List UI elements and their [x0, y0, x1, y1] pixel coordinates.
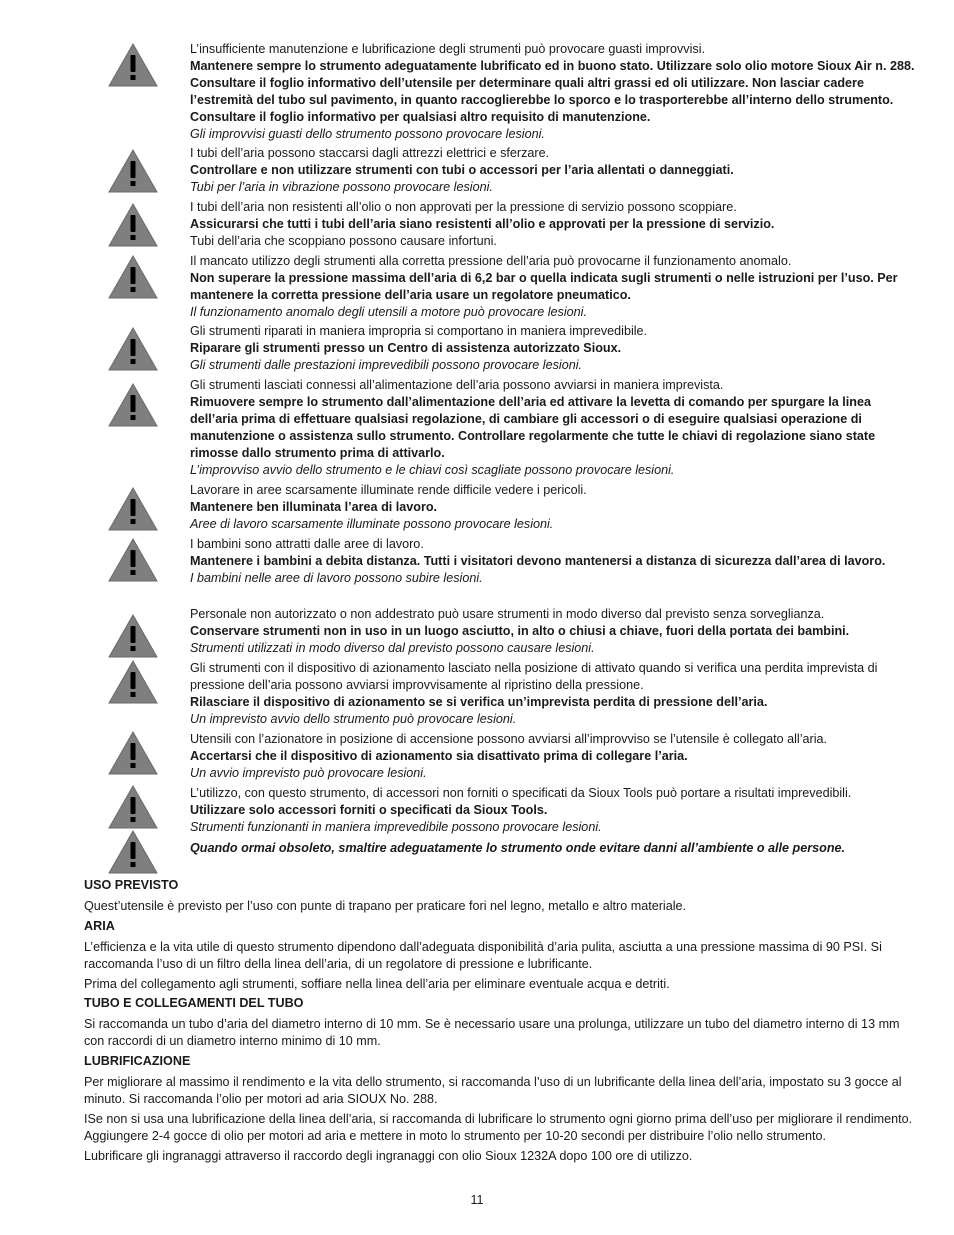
action-text: Mantenere ben illuminata l’area di lavoro. [190, 500, 438, 514]
consequence-text: Un avvio imprevisto può provocare lesioni. [190, 766, 427, 780]
action-text: Mantenere sempre lo strumento adeguatamente lubrificato ed in buono stato. Utilizzare solo olio motore Sioux Air n. 288. Consultare il foglio informativo dell’utensile per determinare quali altri grassi ed oli utilizzare. Non lasciar cadere l’estremità del tubo sul pavimento, in quanto raccoglierebbe lo sporco e lo trasporterebbe all’interno dello strumento. Consultare il foglio informativo per qualsiasi altro requisito di manutenzione. [190, 59, 915, 124]
warning-text [190, 323, 915, 374]
hazard-text: Gli strumenti lasciati connessi all’alimentazione dell’aria possono avviarsi in maniera imprevista. [190, 378, 724, 392]
hazard-text: I tubi dell’aria possono staccarsi dagli attrezzi elettrici e sferzare. [190, 146, 550, 160]
warning-triangle-icon [108, 785, 158, 829]
section-paragraph: ISe non si usa una lubrificazione della linea dell’aria, si raccomanda di lubrificare lo strumento ogni giorno prima dell’uso per migliorare il rendimento. Aggiungere 2-4 gocce di olio per motori ad aria e mettere in moto lo strumento per 10-20 secondi per distribuire l’olio nello strumento. [84, 1112, 913, 1143]
consequence-text: Quando ormai obsoleto, smaltire adeguatamente lo strumento onde evitare danni all’ambiente o alle persone. [190, 841, 846, 855]
warning-text [190, 253, 915, 321]
section-uso-previsto [84, 877, 914, 918]
hazard-text: L’insufficiente manutenzione e lubrificazione degli strumenti può provocare guasti improvvisi. [190, 42, 705, 56]
section-paragraph: L’efficienza e la vita utile di questo strumento dipendono dall’adeguata disponibilità d’aria pulita, asciutta a una pressione massima di 90 PSI. Si raccomanda l’uso di un filtro della linea dell’aria, di un regolatore di pressione e lubrificante. [84, 940, 882, 971]
hazard-text: Lavorare in aree scarsamente illuminate rende difficile vedere i pericoli. [190, 483, 587, 497]
warning-text [190, 482, 915, 533]
warning-text [190, 660, 915, 728]
warning-triangle-icon [108, 538, 158, 582]
warning-text [190, 536, 915, 587]
warning-triangle-icon [108, 614, 158, 658]
warning-text [190, 606, 915, 657]
section-paragraph: Quest’utensile è previsto per l’uso con punte di trapano per praticare fori nel legno, metallo e altro materiale. [84, 899, 687, 913]
section-heading: ARIA [84, 919, 115, 933]
section-paragraph: Lubrificare gli ingranaggi attraverso il raccordo degli ingranaggi con olio Sioux 1232A dopo 100 ore di utilizzo. [84, 1149, 693, 1163]
consequence-text: Strumenti utilizzati in modo diverso dal previsto possono causare lesioni. [190, 641, 595, 655]
hazard-text: I bambini sono attratti dalle aree di lavoro. [190, 537, 424, 551]
section-heading: TUBO E COLLEGAMENTI DEL TUBO [84, 996, 304, 1010]
action-text: Rimuovere sempre lo strumento dall’alimentazione dell’aria ed attivare la levetta di comando per spurgare la linea dell’aria prima di effettuare qualsiasi regolazione, di cambiare gli accessori o di eseguire qualsiasi operazione di manutenzione o assistenza sullo strumento. Controllare regolarmente che tutte le chiavi di regolazione siano state rimosse dallo strumento prima di attivarlo. [190, 395, 876, 460]
action-text: Riparare gli strumenti presso un Centro di assistenza autorizzato Sioux. [190, 341, 622, 355]
section-tubo [84, 995, 914, 1053]
action-text: Accertarsi che il dispositivo di azionamento sia disattivato prima di collegare l’aria. [190, 749, 688, 763]
section-heading: LUBRIFICAZIONE [84, 1054, 191, 1068]
section-paragraph: Per migliorare al massimo il rendimento e la vita dello strumento, si raccomanda l’uso di un lubrificante della linea dell’aria, impostato su 3 gocce al minuto. Si raccomanda l’olio per motori ad aria SIOUX No. 288. [84, 1075, 902, 1106]
warning-triangle-icon [108, 487, 158, 531]
section-aria [84, 918, 914, 996]
consequence-text: Tubi per l’aria in vibrazione possono provocare lesioni. [190, 180, 493, 194]
consequence-text: Gli improvvisi guasti dello strumento possono provocare lesioni. [190, 127, 545, 141]
warning-text [190, 785, 915, 836]
warning-triangle-icon [108, 383, 158, 427]
hazard-text: I tubi dell’aria non resistenti all’olio o non approvati per la pressione di servizio possono scoppiare. [190, 200, 737, 214]
warning-triangle-icon [108, 731, 158, 775]
consequence-text: Strumenti funzionanti in maniera imprevedibile possono provocare lesioni. [190, 820, 602, 834]
warning-triangle-icon [108, 43, 158, 87]
warning-triangle-icon [108, 830, 158, 874]
consequence-text: Gli strumenti dalle prestazioni imprevedibili possono provocare lesioni. [190, 358, 582, 372]
warning-triangle-icon [108, 660, 158, 704]
warning-text [190, 41, 915, 143]
warning-text [190, 840, 915, 857]
warning-text [190, 145, 915, 196]
hazard-text: Utensili con l’azionatore in posizione di accensione possono avviarsi all’improvviso se l’utensile è collegato all’aria. [190, 732, 828, 746]
warning-text [190, 199, 915, 250]
action-text: Non superare la pressione massima dell’aria di 6,2 bar o quella indicata sugli strumenti o nelle istruzioni per l’uso. Per mantenere la corretta pressione dell’aria usare un regolatore pneumatico. [190, 271, 898, 302]
consequence-text: Il funzionamento anomalo degli utensili a motore può provocare lesioni. [190, 305, 587, 319]
section-lubrificazione [84, 1053, 914, 1168]
hazard-text: L’utilizzo, con questo strumento, di accessori non forniti o specificati da Sioux Tools può portare a risultati imprevedibili. [190, 786, 852, 800]
action-text: Assicurarsi che tutti i tubi dell’aria siano resistenti all’olio e approvati per la pressione di servizio. [190, 217, 775, 231]
consequence-text: L’improvviso avvio dello strumento e le chiavi così scagliate possono provocare lesioni. [190, 463, 675, 477]
consequence-text: Un imprevisto avvio dello strumento può provocare lesioni. [190, 712, 517, 726]
warning-text [190, 377, 915, 479]
action-text: Rilasciare il dispositivo di azionamento se si verifica un’imprevista perdita di pressione dell’aria. [190, 695, 768, 709]
consequence-text: I bambini nelle aree di lavoro possono subire lesioni. [190, 571, 483, 585]
section-paragraph: Si raccomanda un tubo d’aria del diametro interno di 10 mm. Se è necessario usare una prolunga, utilizzare un tubo del diametro interno di 13 mm con raccordi di un diametro interno minimo di 10 mm. [84, 1017, 900, 1048]
consequence-text: Aree di lavoro scarsamente illuminate possono provocare lesioni. [190, 517, 554, 531]
warning-text [190, 731, 915, 782]
action-text: Utilizzare solo accessori forniti o specificati da Sioux Tools. [190, 803, 548, 817]
warning-triangle-icon [108, 149, 158, 193]
action-text: Controllare e non utilizzare strumenti con tubi o accessori per l’aria allentati o danneggiati. [190, 163, 734, 177]
hazard-text: Personale non autorizzato o non addestrato può usare strumenti in modo diverso dal previsto senza sorveglianza. [190, 607, 825, 621]
consequence-text: Tubi dell’aria che scoppiano possono causare infortuni. [190, 234, 497, 248]
warning-triangle-icon [108, 255, 158, 299]
hazard-text: Gli strumenti con il dispositivo di azionamento lasciato nella posizione di attivato quando si verifica una perdita imprevista di pressione dell’aria possono avviarsi improvvisamente al ripristino della pressione. [190, 661, 878, 692]
action-text: Mantenere i bambini a debita distanza. Tutti i visitatori devono mantenersi a distanza di sicurezza dall’area di lavoro. [190, 554, 886, 568]
page-number: 11 [470, 1193, 484, 1207]
section-paragraph: Prima del collegamento agli strumenti, soffiare nella linea dell’aria per eliminare eventuale acqua e detriti. [84, 977, 670, 991]
action-text: Conservare strumenti non in uso in un luogo asciutto, in alto o chiusi a chiave, fuori della portata dei bambini. [190, 624, 850, 638]
hazard-text: Gli strumenti riparati in maniera impropria si comportano in maniera imprevedibile. [190, 324, 648, 338]
section-heading: USO PREVISTO [84, 878, 179, 892]
warning-triangle-icon [108, 327, 158, 371]
hazard-text: Il mancato utilizzo degli strumenti alla corretta pressione dell’aria può provocarne il funzionamento anomalo. [190, 254, 792, 268]
warning-triangle-icon [108, 203, 158, 247]
